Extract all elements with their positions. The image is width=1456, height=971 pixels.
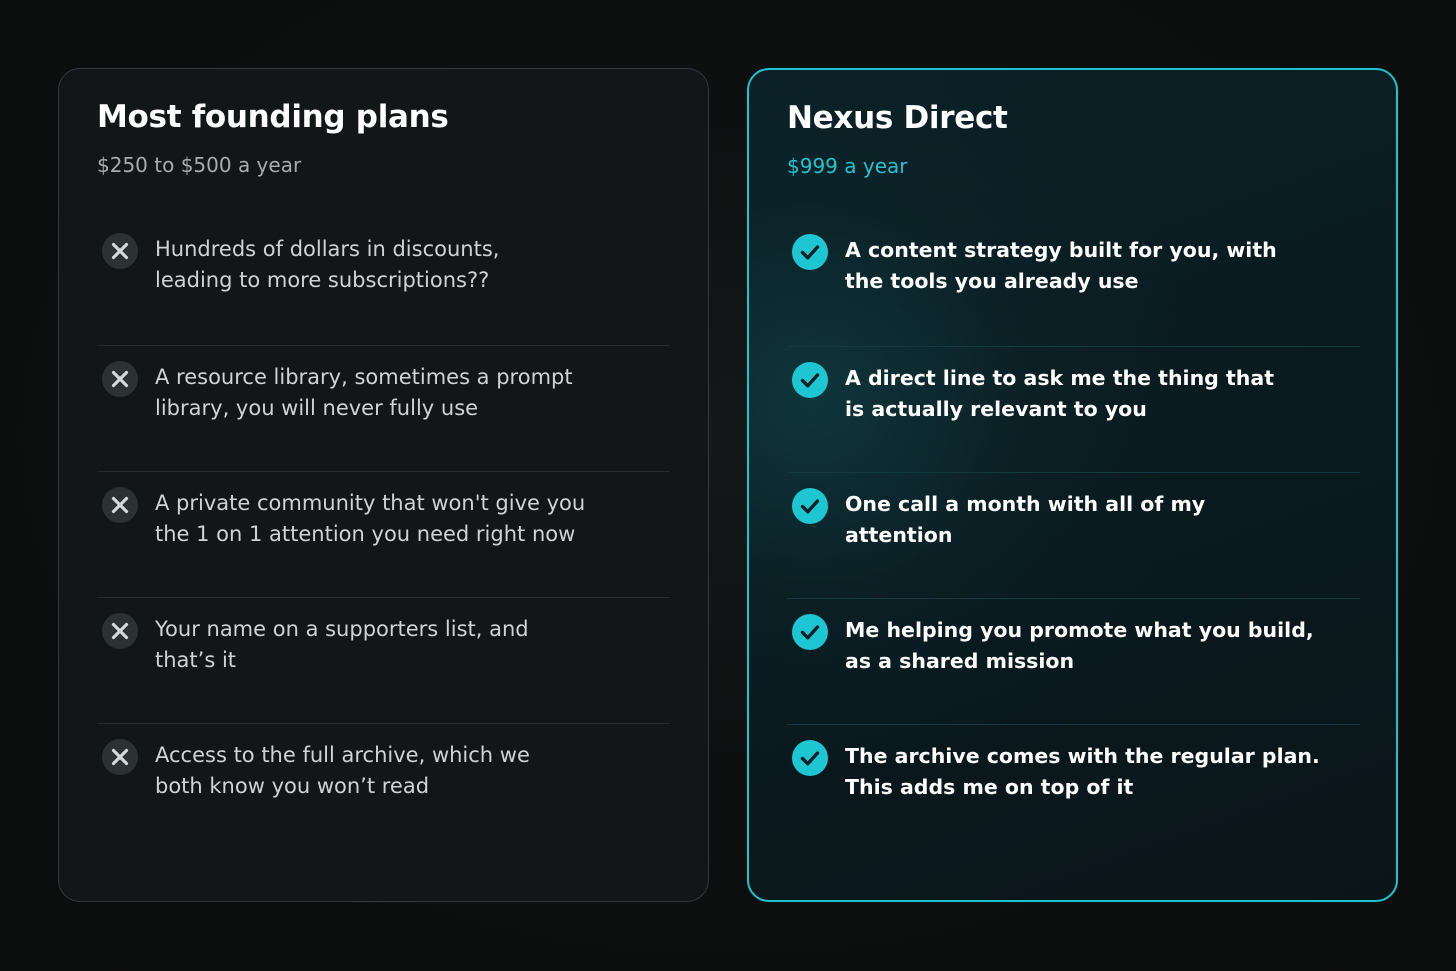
list-item <box>97 219 670 345</box>
item-text: A resource library, sometimes a prompt library, you will never fully use <box>155 365 573 420</box>
list-item <box>787 346 1360 472</box>
card-title: Most founding plans <box>97 99 449 135</box>
list-item <box>787 724 1360 850</box>
check-icon <box>792 614 828 650</box>
item-text: A private community that won't give you the 1 on 1 attention you need right now <box>155 491 586 546</box>
card-price: $250 to $500 a year <box>97 153 302 177</box>
card-title: Nexus Direct <box>787 100 1008 136</box>
item-text: A content strategy built for you, with the tools you already use <box>845 238 1277 293</box>
item-text: Hundreds of dollars in discounts, leading to more subscriptions?? <box>155 237 500 292</box>
check-icon <box>792 234 828 270</box>
list-item <box>97 597 670 723</box>
nexus-direct-card <box>747 68 1398 902</box>
x-icon <box>102 233 138 269</box>
list-item <box>787 220 1360 346</box>
list-item <box>97 471 670 597</box>
founding-plans-card <box>58 68 709 902</box>
check-icon <box>792 740 828 776</box>
list-item <box>787 598 1360 724</box>
card-price: $999 a year <box>787 154 908 178</box>
x-icon <box>102 739 138 775</box>
x-icon <box>102 361 138 397</box>
item-text: Access to the full archive, which we both know you won’t read <box>155 743 530 798</box>
item-text: Your name on a supporters list, and that’s it <box>155 617 529 672</box>
item-text: Me helping you promote what you build, as a shared mission <box>845 618 1314 673</box>
list-item <box>787 472 1360 598</box>
check-icon <box>792 488 828 524</box>
item-text: A direct line to ask me the thing that is actually relevant to you <box>845 366 1275 421</box>
feature-list <box>787 220 1360 850</box>
list-item <box>97 723 670 849</box>
item-text: One call a month with all of my attention <box>845 492 1206 547</box>
check-icon <box>792 362 828 398</box>
feature-list <box>97 219 670 849</box>
x-icon <box>102 613 138 649</box>
item-text: The archive comes with the regular plan. This adds me on top of it <box>845 744 1320 799</box>
list-item <box>97 345 670 471</box>
x-icon <box>102 487 138 523</box>
